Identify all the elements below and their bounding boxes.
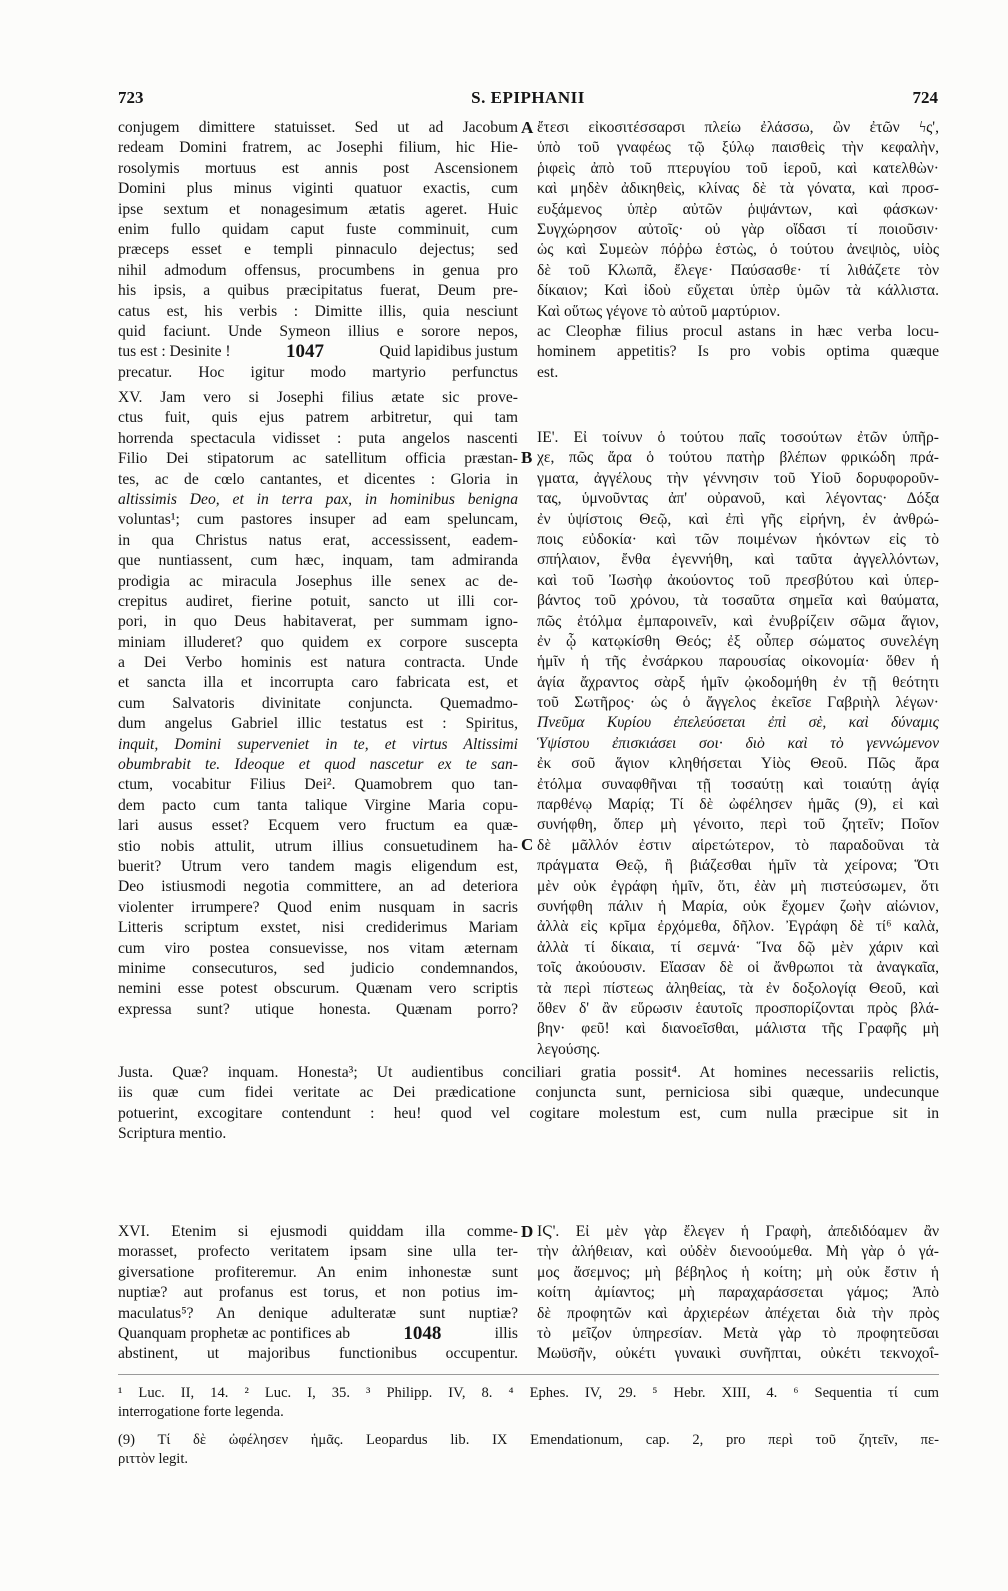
latin-column-bottom bbox=[118, 1222, 518, 1365]
latin-line: altissimis Deo, et in terra pax, in hominibus benigna bbox=[118, 490, 518, 508]
greek-line: Πνεῦμα Κυρίου ἐπελεύσεται ἐπὶ σὲ, καὶ δύναμις bbox=[537, 714, 939, 732]
latin-line: Domini plus minus viginti quatuor exactis, cum bbox=[118, 180, 518, 198]
greek-line: ποις εὐδοκία· καὶ τῶν ποιμένων ἡκόντων εἰς τὸ bbox=[537, 530, 939, 548]
greek-line: πῶς ἐτόλμα ἐμπαροινεῖν, καὶ ἐνυβρίζειν σῶμα ἅγιον, bbox=[537, 612, 939, 630]
greek-line: ἐτόλμα συναφθῆναι τῇ τοσαύτῃ καὶ τοιαύτῃ ἁγίᾳ bbox=[537, 775, 939, 793]
greek-line: ἡμῖν ἡ τῆς ἐνσάρκου παρουσίας οἰκονομία· ὅθεν ἡ bbox=[537, 653, 939, 671]
bridge-line: precatur. Hoc igitur modo martyrio perfunctus bbox=[118, 363, 518, 381]
greek-line: τὸ μεῖζον ὑπηρεσίαν. Μετὰ γὰρ τὸ προφητεῦσαι bbox=[537, 1324, 939, 1342]
bridge-line: hominem appetitis? Is pro vobis optima quæque bbox=[537, 343, 939, 361]
greek-column-middle bbox=[537, 428, 939, 1060]
bridge-latin-right bbox=[537, 322, 939, 383]
greek-line: ευξάμενος ὑπὲρ αὐτῶν ῥιψάντων, καὶ φάσκων· bbox=[537, 200, 939, 218]
margin-letter-b: B bbox=[521, 448, 533, 467]
latin-line: dem pacto cum tanta talique Virgine Maria copu- bbox=[118, 796, 518, 814]
greek-line: συνήφθη πάλιν ἡ Μαρία, οὐκ ἔχομεν ζωὴν αἰώνιον, bbox=[537, 897, 939, 915]
latin-column-top bbox=[118, 118, 518, 322]
latin-line: conjugem dimittere statuisset. Sed ut ad Jacobum bbox=[118, 119, 518, 136]
latin-line: nuptiæ? aut profanus est torus, et non potius im- bbox=[118, 1284, 518, 1302]
latin-line: XVI. Etenim si ejusmodi quiddam illa comme- bbox=[118, 1223, 518, 1240]
footnote-line: ριττὸν legit. bbox=[118, 1450, 189, 1467]
full-width-text bbox=[118, 1063, 939, 1145]
bridge-line: ac Cleophæ filius procul astans in hæc verba locu- bbox=[537, 323, 939, 340]
greek-line: κοίτη ἀμίαντος; μὴ παραχαράσσεται γάμος; Ἀπὸ bbox=[537, 1284, 939, 1302]
bridge-text: tus est : Desinite ! bbox=[118, 343, 231, 361]
latin-line: Litteris scriptum exstet, nisi crediderimus Mariam bbox=[118, 919, 518, 937]
greek-line: ἀλλὰ εἰς κρῖμα ἐρχόμεθα, δῆλον. Ἐγράφη δὲ τί⁶ καλὰ, bbox=[537, 918, 939, 936]
greek-line: ΙΕ'. Εἰ τοίνυν ὁ τούτου παῖς τοσούτων ἐτῶν ὑπῆρ- bbox=[537, 429, 939, 446]
latin-line: redeam Domini fratrem, ac Josephi filium, hic Hie- bbox=[118, 139, 518, 157]
latin-column-middle bbox=[118, 388, 518, 1020]
full-line: potuerint, excogitare contendunt : heu! quod vel cogitare molestum est, cum nulla præcipue sit in bbox=[118, 1104, 939, 1122]
greek-line: ἐν ὑψίστοις Θεῷ, καὶ ἐπὶ γῆς εἰρήνη, ἐν ἀνθρώ- bbox=[537, 510, 939, 528]
greek-line: γματα, ἀγγέλους τὴν γέννησιν τοῦ Υἱοῦ δορυφοροῦν- bbox=[537, 469, 939, 487]
bridge-latin-left bbox=[118, 322, 518, 383]
footnote-spacer bbox=[118, 1421, 939, 1431]
latin-line: horrenda spectacula vidisset : puta angelos nascenti bbox=[118, 429, 518, 447]
latin-line: tes, ac de cœlo cantantes, et dicentes : Gloria in bbox=[118, 470, 518, 488]
latin-line: rosolymis mortuus est annis post Ascensionem bbox=[118, 159, 518, 177]
latin-line: a Dei Verbo hominis est natura contracta. Unde bbox=[118, 654, 518, 672]
bridge-line: quid faciunt. Unde Symeon illius e sorore nepos, bbox=[118, 323, 518, 340]
latin-line: et sancta illa et incorrupta caro fabricata est, et bbox=[118, 674, 518, 692]
greek-line: ΙϚ'. Εἰ μὲν γὰρ ἔλεγεν ἡ Γραφὴ, ἀπεδιδόαμεν ἂν bbox=[537, 1223, 939, 1240]
latin-line: pori, in quo Deus habitaverat, per summam igno- bbox=[118, 613, 518, 631]
bridge-line: est. bbox=[537, 363, 559, 381]
greek-line: τὴν ἀλήθειαν, καὶ οὐδὲν διενοούμεθα. Μὴ γὰρ ὁ γά- bbox=[537, 1243, 939, 1261]
latin-line: inquit, Domini superveniet in te, et virtus Altissimi bbox=[118, 735, 518, 753]
greek-line: δὲ προφητῶν καὶ ἀρχιερέων ἀπέχεται διὰ τὴν πρὸς bbox=[537, 1304, 939, 1322]
latin-line: Deo istiusmodi negotia committere, an ad deteriora bbox=[118, 878, 518, 896]
greek-line: σπήλαιον, ἔνθα ἐγεννήθη, καὶ ταῦτα ἀγγελλόντων, bbox=[537, 551, 939, 569]
greek-line: δίκαιον; Καὶ ἰδοὺ εὔχεται ὑπὲρ ὑμῶν τὰ κάλλιστα. bbox=[537, 282, 939, 300]
greek-line: τὰ περὶ πίστεως ἀληθείας, τὰ ἐν δοξολογίᾳ Θεοῦ, καὶ bbox=[537, 979, 939, 997]
greek-line: δὲ μᾶλλόν ἐστιν αἱρετώτερον, τὸ παραδοῦναι τὰ bbox=[537, 836, 939, 854]
footnote-line: ¹ Luc. II, 14. ² Luc. I, 35. ³ Philipp. IV, 8. ⁴ Ephes. IV, 29. ⁵ Hebr. XIII, 4. ⁶ Sequentia τί cum bbox=[118, 1385, 939, 1401]
latin-line: his ipsis, a quibus præcipitatus fuerat, Deum pre- bbox=[118, 282, 518, 300]
greek-line: Καὶ οὕτως γέγονε τὸ αὐτοῦ μαρτύριον. bbox=[537, 302, 781, 320]
greek-line: Συγχώρησον αὐτοῖς· οὐ γὰρ οἴδασι τί ποιοῦσιν· bbox=[537, 220, 939, 238]
page-number-left: 723 bbox=[118, 88, 144, 107]
latin-line: XV. Jam vero si Josephi filius ætate sic prove- bbox=[118, 389, 518, 406]
greek-line: τας, ὑμνοῦντας ἀπ' οὐρανοῦ, καὶ λέγοντας· Δόξα bbox=[537, 490, 939, 508]
latin-line: nemini esse potest obscurum. Quænam vero scriptis bbox=[118, 980, 518, 998]
latin-line: abstinent, ut majoribus functionibus occupentur. bbox=[118, 1345, 518, 1363]
latin-line: stio nobis attulit, utrum illius consuetudinem ha- bbox=[118, 837, 518, 855]
footnotes bbox=[118, 1384, 939, 1468]
latin-line: buerit? Utrum vero tandem magis eligendum est, bbox=[118, 857, 518, 875]
latin-line: obumbrabit te. Ideoque et quod nascetur ex te san- bbox=[118, 756, 518, 774]
latin-text: illis bbox=[494, 1324, 518, 1342]
latin-line: minime consecuturos, sed judicio condemnandos, bbox=[118, 959, 518, 977]
greek-line: ἁγία ἄχραντος σὰρξ ἡμῖν ᾠκοδομήθη ἐν τῇ θεότητι bbox=[537, 673, 939, 691]
greek-line: ῥιφεὶς ἀπὸ τοῦ πτερυγίου τοῦ ἱεροῦ, καὶ κατελθὼν· bbox=[537, 159, 939, 177]
margin-letter-a: A bbox=[521, 118, 534, 137]
margin-letter-c: C bbox=[521, 835, 534, 854]
bridge-line bbox=[118, 342, 518, 362]
latin-line: crepitus audiret, fierine potuit, sancto ut illi cor- bbox=[118, 592, 518, 610]
greek-column-top bbox=[537, 118, 939, 322]
latin-line: prodigia ac miracula Josephus ille senex ac de- bbox=[118, 572, 518, 590]
latin-line: in qua Christus natus erat, accessissent, eadem- bbox=[118, 531, 518, 549]
margin-letter-d: D bbox=[521, 1222, 534, 1241]
greek-line: δὲ τοῦ Κλωπᾶ, ἔλεγε· Παύσασθε· τί λιθάζετε τὸν bbox=[537, 261, 939, 279]
latin-line: morasset, profecto veritatem ipsam sine ulla ter- bbox=[118, 1243, 518, 1261]
greek-column-bottom bbox=[537, 1222, 939, 1365]
latin-line: catus est, his verbis : Dimitte illis, quia nesciunt bbox=[118, 302, 518, 320]
greek-line: ἀλλὰ τί δίκαια, τί σεμνά· Ἵνα δῷ μὲν χάριν καὶ bbox=[537, 938, 939, 956]
greek-line: ἔτεσι εἰκοσιτέσσαρσι πλείω ἐλάσσω, ὢν ἐτῶν ϟς', bbox=[537, 119, 939, 136]
column-number: 1047 bbox=[285, 342, 324, 363]
greek-line: μος ἄσεμνος; μὴ βέβηλος ἡ κοίτη; μὴ οὐκ ἔστιν ἡ bbox=[537, 1263, 939, 1281]
latin-line bbox=[118, 1324, 518, 1344]
greek-line: μὲν οὐκ ἐγράφη ἡμῖν, ὅτι, ἐὰν μὴ πιστεύσωμεν, ὅτι bbox=[537, 877, 939, 895]
latin-line: voluntas¹; cum pastores insuper ad eam speluncam, bbox=[118, 511, 518, 529]
greek-line: ἐν ᾧ κατῳκίσθη Θεός; ἐξ οὗπερ σώματος συνελέγη bbox=[537, 632, 939, 650]
greek-line: τοῖς ἀκούουσιν. Εἴασαν δὲ οἱ ἄνθρωποι τὰ ἀναγκαῖα, bbox=[537, 959, 939, 977]
greek-line: βάντος τοῦ χρόνου, τὰ τοσαῦτα σημεῖα καὶ θαύματα, bbox=[537, 592, 939, 610]
greek-line: καὶ μηδὲν ἀδικηθεὶς, κλίνας δὲ τὰ γόνατα, καὶ προσ- bbox=[537, 180, 939, 198]
greek-line: ὅθεν δ' ἂν εὕρωσιν ἑαυτοῖς προσπορίζονται πρὸς βλά- bbox=[537, 999, 939, 1017]
latin-line: dum angelus Gabriel illic testatus est : Spiritus, bbox=[118, 715, 518, 733]
greek-line: συνήφθη, ὅπερ μὴ γένοιτο, περὶ τοῦ ζητεῖν; Ποῖον bbox=[537, 816, 939, 834]
greek-line: παρθένῳ Μαρίᾳ; Τί δὲ ὠφέλησεν ἡμᾶς (9), εἰ καὶ bbox=[537, 796, 939, 814]
bridge-text: Quid lapidibus justum bbox=[379, 343, 518, 361]
latin-line: cum Salvatoris divinitate conjuncta. Quemadmo- bbox=[118, 694, 518, 712]
greek-line: τοῦ Σωτῆρος· ὡς ὁ ἄγγελος ἐκεῖσε Γαβριὴλ λέγων· bbox=[537, 694, 939, 712]
greek-line: λεγούσης. bbox=[537, 1040, 601, 1058]
greek-line: καὶ τοῦ Ἰωσὴφ ἀκούοντος τοῦ πρεσβύτου καὶ ὑπερ- bbox=[537, 571, 939, 589]
latin-line: lari ausus esset? Ecquem vero fructum ea quæ- bbox=[118, 817, 518, 835]
latin-line: præceps esset e templi pinnaculo dejectus; sed bbox=[118, 241, 518, 259]
greek-line: ἐκ σοῦ ἅγιον κληθήσεται Υἱὸς Θεοῦ. Πῶς ἄρα bbox=[537, 755, 939, 773]
latin-line: expressa sunt? utique honesta. Quænam porro? bbox=[118, 1000, 518, 1018]
full-line: Justa. Quæ? inquam. Honesta³; Ut audientibus conciliari gratia possit⁴. At homines necessariis relictis, bbox=[118, 1064, 939, 1081]
latin-line: nihil admodum offensus, procumbens in genua pro bbox=[118, 261, 518, 279]
running-title: S. EPIPHANII bbox=[471, 88, 585, 107]
latin-line: Filio Dei stipatorum ac satellitum officia præstan- bbox=[118, 450, 518, 468]
column-number: 1048 bbox=[403, 1323, 442, 1344]
latin-line: que nuntiassent, cum hæc, inquam, tam admiranda bbox=[118, 552, 518, 570]
latin-line: enim fullo quidam caput fuste comminuit, cum bbox=[118, 220, 518, 238]
footnote-divider bbox=[118, 1374, 939, 1375]
greek-line: ὡς καὶ Συμεὼν πόῤῥω ἑστὼς, ὁ τούτου ἀνεψιὸς, υἱὸς bbox=[537, 241, 939, 259]
footnote-line: interrogatione forte legenda. bbox=[118, 1403, 284, 1420]
greek-line: ὑπὸ τοῦ γναφέως τῷ ξύλῳ παισθεὶς τὴν κεφαλὴν, bbox=[537, 139, 939, 157]
greek-line: πράγματα Θεῷ, ἢ βιάζεσθαι ἡμῖν τὰ χείρονα; Ὅτι bbox=[537, 857, 939, 875]
greek-line: Μωϋσῆν, οὐκέτι γυναικὶ συνῆπται, οὐκέτι τεκνοχοΐ- bbox=[537, 1345, 939, 1363]
latin-line: giversatione profiteremur. An enim inhonestæ sunt bbox=[118, 1263, 518, 1281]
latin-line: ctus fuit, quis ejus patrem arbitretur, qui tam bbox=[118, 409, 518, 427]
latin-text: Quanquam prophetæ ac pontifices ab bbox=[118, 1324, 351, 1342]
page-header bbox=[118, 88, 938, 112]
latin-line: maculatus⁵? An denique adulteratæ sunt nuptiæ? bbox=[118, 1304, 518, 1322]
latin-line: miniam illuderet? quo quidem ex corpore suscepta bbox=[118, 633, 518, 651]
greek-line: χε, πῶς ἄρα ὁ τούτου πατὴρ βλέπων φρικώδη πρά- bbox=[537, 449, 939, 467]
latin-line: cum viro postea consuevisse, nos vitam æternam bbox=[118, 939, 518, 957]
full-line: iis quæ cum fidei veritate ac Dei prædicatione conjuncta sunt, perniciosa sibi quæque, undecunque bbox=[118, 1084, 939, 1102]
latin-line: violenter irrumpere? Quod enim nusquam in sacris bbox=[118, 898, 518, 916]
full-line: Scriptura mentio. bbox=[118, 1125, 227, 1143]
latin-line: ipse sextum et nonagesimum ætatis ageret. Huic bbox=[118, 200, 518, 218]
greek-line: βην· φεῦ! καὶ διανοεῖσθαι, μάλιστα τῆς Γραφῆς μὴ bbox=[537, 1020, 939, 1038]
page-number-right: 724 bbox=[912, 88, 938, 107]
footnote-line: (9) Τί δὲ ὠφέλησεν ἡμᾶς. Leopardus lib. IX Emendationum, cap. 2, pro περὶ τοῦ ζητεῖν, πε- bbox=[118, 1432, 939, 1448]
latin-line: ctum, vocabitur Filius Dei². Quamobrem quo tan- bbox=[118, 776, 518, 794]
greek-line: Ὑψίστου ἐπισκιάσει σοι· διὸ καὶ τὸ γεννώμενον bbox=[537, 734, 939, 752]
